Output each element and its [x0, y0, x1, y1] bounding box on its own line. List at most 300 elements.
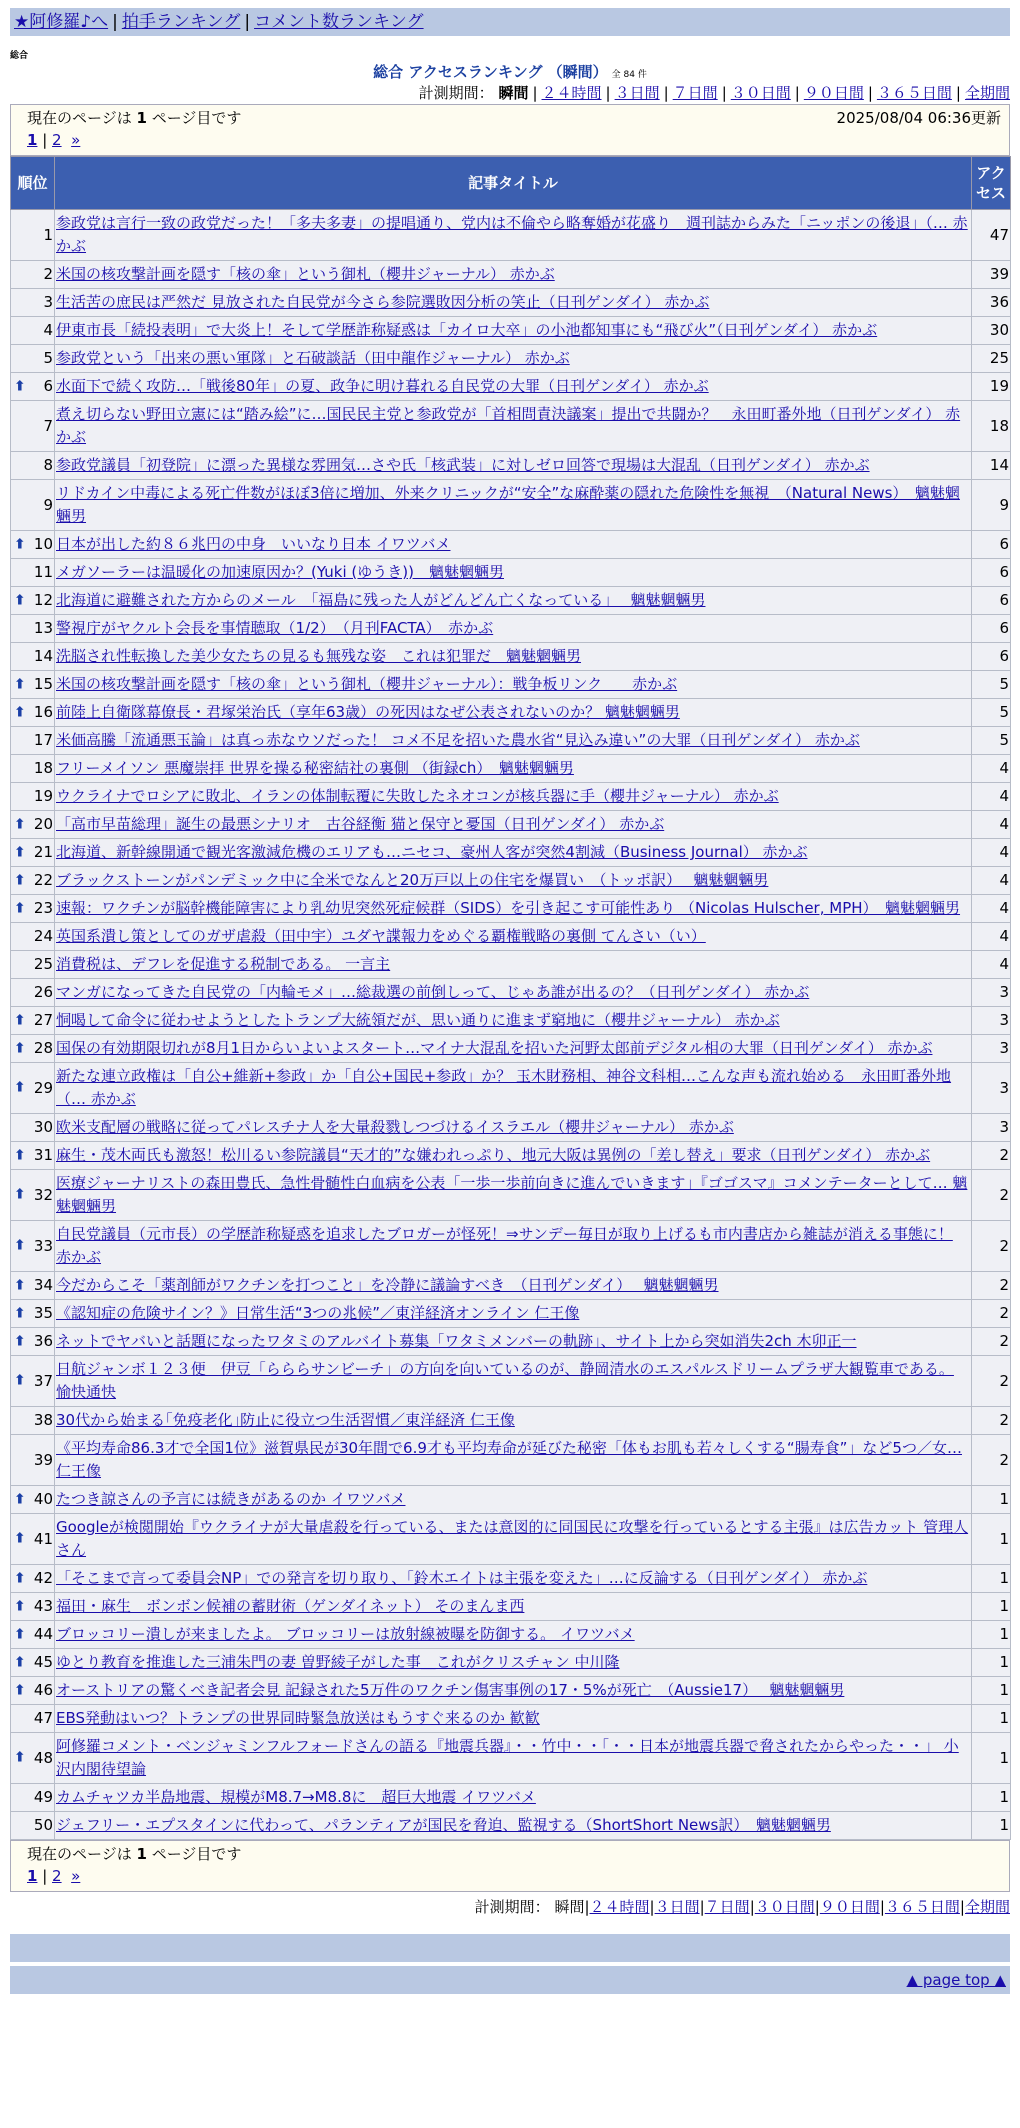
- table-row: [11, 615, 1011, 643]
- rank-cell: [11, 1063, 55, 1114]
- comment-ranking-link[interactable]: コメント数ランキング: [254, 12, 424, 32]
- rank-number: 8: [43, 456, 53, 474]
- nav-separator: |: [244, 12, 251, 32]
- table-row: [11, 1300, 1011, 1328]
- title-cell: [55, 671, 972, 699]
- rank-cell: [11, 373, 55, 401]
- rank-number: 35: [33, 1304, 53, 1322]
- period-current: 瞬間: [498, 84, 529, 102]
- period-separator: |: [663, 84, 669, 102]
- title-cell: [55, 699, 972, 727]
- rank-number: 10: [33, 535, 53, 553]
- table-row: [11, 1621, 1011, 1649]
- access-count: 1: [972, 1733, 1011, 1784]
- access-count: 3: [972, 1114, 1011, 1142]
- table-row: [11, 1784, 1011, 1812]
- title-cell: [55, 1486, 972, 1514]
- rank-up-icon: ⬆: [14, 1570, 26, 1586]
- rank-number: 12: [33, 591, 53, 609]
- rank-cell: [11, 1170, 55, 1221]
- access-count: 1: [972, 1784, 1011, 1812]
- article-link[interactable]: Googleが検閲開始『ウクライナが大量虐殺を行っている、または意図的に同国民に攻撃を行っているとする主張』は広告カット 管理人さん: [56, 1518, 969, 1559]
- rank-up-icon: ⬆: [14, 1186, 26, 1203]
- rank-number: 20: [33, 815, 53, 833]
- rank-cell: [11, 452, 55, 480]
- title-cell: [55, 1514, 972, 1565]
- rank-number: 42: [33, 1569, 53, 1587]
- access-count: 36: [972, 289, 1011, 317]
- table-row: [11, 317, 1011, 345]
- title-cell: [55, 1705, 972, 1733]
- page-top-link[interactable]: ▲ page top ▲: [906, 1971, 1006, 1989]
- article-link[interactable]: 洗脳され性転換した美少女たちの見るも無残な姿 これは犯罪だ 魑魅魍魎男: [56, 647, 582, 665]
- article-link[interactable]: ゆとり教育を推進した三浦朱門の妻 曽野綾子がした事＿これがクリスチャン 中川隆: [56, 1653, 620, 1671]
- article-link[interactable]: オーストリアの驚くべき記者会見 記録された5万件のワクチン傷害事例の17・5%が死亡 （Aussie17） 魑魅魍魎男: [56, 1681, 845, 1699]
- period-separator: |: [794, 84, 800, 102]
- table-row: [11, 480, 1011, 531]
- table-row: [11, 1593, 1011, 1621]
- access-count: 2: [972, 1170, 1011, 1221]
- rank-number: 21: [33, 843, 53, 861]
- rank-number: 45: [33, 1653, 53, 1671]
- article-link[interactable]: 英国系潰し策としてのガザ虐殺（田中宇）ユダヤ諜報力をめぐる覇権戦略の裏側 てんさい（い）: [56, 927, 706, 945]
- article-link[interactable]: 30代から始まる｢免疫老化｣防止に役立つ生活習慣／東洋経済 仁王像: [56, 1411, 515, 1429]
- access-count: 3: [972, 1035, 1011, 1063]
- article-link[interactable]: 伊東市長「続投表明」で大炎上！そして学歴詐称疑惑は「カイロ大卒」の小池都知事にも“飛び火”（日刊ゲンダイ） 赤かぶ: [56, 321, 878, 339]
- access-count: 2: [972, 1407, 1011, 1435]
- period-link-2[interactable]: ３日間: [654, 1898, 700, 1916]
- article-link[interactable]: 新たな連立政権は「自公+維新+参政」か「自公+国民+参政」か？ 玉木財務相、神谷文科相…こんな声も流れ始める 永田町番外地（… 赤かぶ: [56, 1067, 952, 1108]
- rank-cell: [11, 895, 55, 923]
- title-cell: [55, 587, 972, 615]
- rank-number: 50: [33, 1816, 53, 1834]
- page-1-link[interactable]: 1: [27, 131, 38, 149]
- title-cell: [55, 1328, 972, 1356]
- clap-ranking-link[interactable]: 拍手ランキング: [121, 12, 241, 32]
- page-info-panel-bottom: [10, 1840, 1010, 1892]
- rank-cell: [11, 1565, 55, 1593]
- rank-number: 39: [33, 1450, 53, 1469]
- rank-up-icon: ⬆: [14, 1079, 26, 1096]
- rank-number: 41: [33, 1529, 53, 1548]
- rank-cell: [11, 1514, 55, 1565]
- access-count: 19: [972, 373, 1011, 401]
- rank-number: 47: [33, 1709, 53, 1727]
- page-title: [10, 62, 1010, 82]
- home-link[interactable]: ★阿修羅♪へ: [14, 12, 109, 32]
- article-link[interactable]: 速報：ワクチンが脳幹機能障害により乳幼児突然死症候群（SIDS）を引き起こす可能性あり （Nicolas Hulscher, MPH） 魑魅魍魎男: [56, 899, 961, 917]
- period-link-2[interactable]: ３日間: [614, 84, 660, 102]
- rank-cell: [11, 1407, 55, 1435]
- rank-number: 3: [43, 293, 53, 311]
- title-cell: [55, 1221, 972, 1272]
- article-link[interactable]: 福田・麻生 ボンボン候補の蓄財術（ゲンダイネット） そのまんま西: [56, 1597, 525, 1615]
- rank-up-icon: ⬆: [14, 844, 26, 860]
- title-cell: [55, 261, 972, 289]
- period-link-7[interactable]: 全期間: [964, 1898, 1010, 1916]
- article-link[interactable]: 麻生・茂木両氏も激怒！松川るい参院議員“天才的”な嫌われっぷり、地元大阪は異例の「差し替え」要求（日刊ゲンダイ） 赤かぶ: [56, 1146, 931, 1164]
- period-separator: |: [649, 1898, 655, 1916]
- rank-cell: [11, 345, 55, 373]
- access-count: 2: [972, 1356, 1011, 1407]
- rank-number: 1: [43, 225, 53, 244]
- article-link[interactable]: 《認知症の危険サイン？》日常生活“3つの兆候”／東洋経済オンライン 仁王像: [56, 1304, 580, 1322]
- title-cell: [55, 979, 972, 1007]
- period-link-7[interactable]: 全期間: [964, 84, 1010, 102]
- period-link-6[interactable]: ３６５日間: [884, 1898, 960, 1916]
- article-link[interactable]: 参政党という「出来の悪い軍隊」と石破談話（田中龍作ジャーナル） 赤かぶ: [56, 349, 570, 367]
- rank-up-icon: ⬆: [14, 1305, 26, 1321]
- table-row: [11, 1035, 1011, 1063]
- period-separator: |: [532, 84, 538, 102]
- article-link[interactable]: カムチャツカ半島地震、規模がM8.7→M8.8に 超巨大地震 イワツバメ: [56, 1788, 536, 1806]
- period-separator: |: [959, 1898, 965, 1916]
- title-cell: [55, 1114, 972, 1142]
- table-row: [11, 1677, 1011, 1705]
- table-row: [11, 1733, 1011, 1784]
- table-row: [11, 783, 1011, 811]
- rank-number: 46: [33, 1681, 53, 1699]
- title-cell: [55, 1593, 972, 1621]
- next-page-link[interactable]: »: [71, 1867, 81, 1885]
- article-link[interactable]: 自民党議員（元市長）の学歴詐称疑惑を追求したブロガーが怪死！⇒サンデー毎日が取り上げるも市内書店から雑誌が消える事態に！ 赤かぶ: [56, 1225, 953, 1266]
- rank-number: 2: [43, 265, 53, 283]
- rank-number: 6: [43, 377, 53, 395]
- access-count: 4: [972, 811, 1011, 839]
- title-cell: [55, 1300, 972, 1328]
- period-separator: |: [605, 84, 611, 102]
- title-cell: [55, 1784, 972, 1812]
- title-cell: [55, 210, 972, 261]
- title-cell: [55, 1063, 972, 1114]
- title-cell: [55, 1170, 972, 1221]
- rank-number: 30: [33, 1118, 53, 1136]
- article-link[interactable]: ウクライナでロシアに敗北、イランの体制転覆に失敗したネオコンが核兵器に手（櫻井ジャーナル） 赤かぶ: [56, 787, 779, 805]
- article-link[interactable]: 前陸上自衛隊幕僚長・君塚栄治氏（享年63歳）の死因はなぜ公表されないのか？ 魑魅魍魎男: [56, 703, 680, 721]
- rank-number: 27: [33, 1011, 53, 1029]
- table-row: [11, 345, 1011, 373]
- article-link[interactable]: 恫喝して命令に従わせようとしたトランプ大統領だが、思い通りに進まず窮地に（櫻井ジャーナル） 赤かぶ: [56, 1011, 780, 1029]
- table-row: [11, 755, 1011, 783]
- rank-cell: [11, 587, 55, 615]
- access-count: 14: [972, 452, 1011, 480]
- article-link[interactable]: ブロッコリー潰しが来ましたよ。 ブロッコリーは放射線被曝を防御する。 イワツバメ: [56, 1625, 635, 1643]
- access-count: 1: [972, 1593, 1011, 1621]
- table-row: [11, 1063, 1011, 1114]
- rank-cell: [11, 1621, 55, 1649]
- rank-number: 36: [33, 1332, 53, 1350]
- article-link[interactable]: 生活苦の庶民は严然だ 見放された自民党が今さら参院選敗因分析の笑止（日刊ゲンダイ） 赤かぶ: [56, 293, 710, 311]
- nav-separator: |: [112, 12, 118, 32]
- access-count: 3: [972, 1063, 1011, 1114]
- article-link[interactable]: 阿修羅コメント・ベンジャミンフルフォードさんの語る『地震兵器』・・竹中・・「・・日本が地震兵器で脅されたからやった・・」 小沢内閣待望論: [56, 1737, 959, 1778]
- title-cell: [55, 615, 972, 643]
- rank-up-icon: ⬆: [14, 1333, 26, 1349]
- rank-up-icon: ⬆: [14, 1598, 26, 1614]
- article-link[interactable]: 米国の核攻撃計画を隠す「核の傘」という御札（櫻井ジャーナル） 赤かぶ: [56, 265, 555, 283]
- section-label: 総合: [10, 51, 29, 61]
- title-cell: [55, 1142, 972, 1170]
- period-separator: |: [721, 84, 727, 102]
- page-1-link[interactable]: 1: [27, 1867, 38, 1885]
- access-count: 30: [972, 317, 1011, 345]
- access-count: 2: [972, 1300, 1011, 1328]
- access-count: 6: [972, 531, 1011, 559]
- article-link[interactable]: 《平均寿命86.3才で全国1位》滋賀県民が30年間で6.9才も平均寿命が延びた秘密「体もお肌も若々しくする“腸寿食”」など5つ／女… 仁王像: [56, 1439, 962, 1480]
- rank-number: 15: [33, 675, 53, 693]
- title-cell: [55, 1007, 972, 1035]
- rank-cell: [11, 1142, 55, 1170]
- article-link[interactable]: 欧米支配層の戦略に従ってパレスチナ人を大量殺戮しつづけるイスラエル（櫻井ジャーナル） 赤かぶ: [56, 1118, 734, 1136]
- access-count: 1: [972, 1486, 1011, 1514]
- article-link[interactable]: 煮え切らない野田立憲には“踏み絵”に…国民民主党と参政党が「首相問責決議案」提出で共闘か？ 永田町番外地（日刊ゲンダイ） 赤かぶ: [56, 405, 961, 446]
- table-row: [11, 951, 1011, 979]
- rank-number: 37: [33, 1371, 53, 1390]
- article-link[interactable]: 参政党は言行一致の政党だった！「多夫多妻」の提唱通り、党内は不倫やら略奪婚が花盛り 週刊誌からみた「ニッポンの後退」（… 赤かぶ: [56, 214, 968, 255]
- rank-up-icon: ⬆: [14, 676, 26, 692]
- rank-number: 44: [33, 1625, 53, 1643]
- article-link[interactable]: リドカイン中毒による死亡件数がほぼ3倍に増加、外来クリニックが“安全”な麻酔薬の隠れた危険性を無視 （Natural News） 魑魅魍魎男: [56, 484, 960, 525]
- period-separator: |: [879, 1898, 885, 1916]
- rank-up-icon: ⬆: [14, 592, 26, 608]
- page-2-link[interactable]: 2: [52, 1867, 62, 1885]
- article-link[interactable]: 消費税は、デフレを促進する税制である。 一言主: [56, 955, 391, 973]
- access-count: 5: [972, 671, 1011, 699]
- rank-number: 11: [33, 563, 53, 581]
- rank-up-icon: ⬆: [14, 1012, 26, 1028]
- rank-number: 22: [33, 871, 53, 889]
- access-count: 4: [972, 951, 1011, 979]
- table-row: [11, 1221, 1011, 1272]
- article-link[interactable]: フリーメイソン 悪魔崇拝 世界を操る秘密結社の裏側 （街録ch） 魑魅魍魎男: [56, 759, 574, 777]
- rank-cell: [11, 615, 55, 643]
- period-link-4[interactable]: ３０日間: [730, 84, 791, 102]
- title-cell: [55, 1435, 972, 1486]
- title-cell: [55, 1649, 972, 1677]
- access-count: 4: [972, 839, 1011, 867]
- article-link[interactable]: たつき諒さんの予言には続きがあるのか イワツバメ: [56, 1490, 406, 1508]
- period-link-1[interactable]: ２４時間: [589, 1898, 650, 1916]
- article-link[interactable]: 今だからこそ「薬剤師がワクチンを打つこと」を冷静に議論すべき （日刊ゲンダイ） 魑魅魍魎男: [56, 1276, 719, 1294]
- title-cell: [55, 345, 972, 373]
- table-row: [11, 643, 1011, 671]
- rank-up-icon: ⬆: [14, 1749, 26, 1766]
- rank-cell: [11, 1649, 55, 1677]
- period-link-3[interactable]: ７日間: [672, 84, 718, 102]
- rank-number: 43: [33, 1597, 53, 1615]
- rank-number: 23: [33, 899, 53, 917]
- table-row: [11, 1114, 1011, 1142]
- title-cell: [55, 867, 972, 895]
- current-page-text: 現在のページは 1 ページ目です: [27, 1845, 242, 1863]
- article-link[interactable]: 「高市早苗総理」誕生の最悪シナリオ 古谷経衡 猫と保守と憂国（日刊ゲンダイ） 赤かぶ: [56, 815, 665, 833]
- top-nav: [10, 8, 1010, 36]
- access-count: 6: [972, 615, 1011, 643]
- rank-number: 5: [43, 349, 53, 367]
- page-top-bar: [10, 1966, 1010, 1994]
- access-count: 2: [972, 1435, 1011, 1486]
- table-row: [11, 452, 1011, 480]
- rank-up-icon: ⬆: [14, 1682, 26, 1698]
- rank-cell: [11, 1272, 55, 1300]
- rank-cell: [11, 811, 55, 839]
- title-cell: [55, 373, 972, 401]
- rank-up-icon: ⬆: [14, 378, 26, 394]
- access-count: 6: [972, 587, 1011, 615]
- article-link[interactable]: 日航ジャンボ１２３便 伊豆「らららサンビーチ」の方向を向いているのが、静岡清水のエスパルスドリームプラザ大観覧車である。 愉快通快: [56, 1360, 954, 1401]
- period-selector-top: [10, 82, 1010, 104]
- table-row: [11, 1407, 1011, 1435]
- table-row: [11, 1007, 1011, 1035]
- rank-cell: [11, 1300, 55, 1328]
- title-cell: [55, 1733, 972, 1784]
- period-link-6[interactable]: ３６５日間: [876, 84, 952, 102]
- title-cell: [55, 1407, 972, 1435]
- access-count: 39: [972, 261, 1011, 289]
- article-link[interactable]: ネットでヤバいと話題になったワタミのアルバイト募集「ワタミメンバーの軌跡」、サイト上から突如消失2ch 木卯正一: [56, 1332, 857, 1350]
- article-link[interactable]: 米価高騰「流通悪玉論」は真っ赤なウソだった！ コメ不足を招いた農水省“見込み違い”の大罪（日刊ゲンダイ） 赤かぶ: [56, 731, 860, 749]
- page-2-link[interactable]: 2: [52, 131, 62, 149]
- rank-number: 26: [33, 983, 53, 1001]
- rank-cell: [11, 1114, 55, 1142]
- article-link[interactable]: 北海道に避難された方からのメール 「福島に残った人がどんどん亡くなっている」 魑魅魍魎男: [56, 591, 706, 609]
- title-cell: [55, 401, 972, 452]
- table-row: [11, 373, 1011, 401]
- rank-cell: [11, 1593, 55, 1621]
- article-link[interactable]: 米国の核攻撃計画を隠す「核の傘」という御札（櫻井ジャーナル）：戦争板リンク 赤かぶ: [56, 675, 678, 693]
- rank-cell: [11, 783, 55, 811]
- rank-number: 18: [33, 759, 53, 777]
- table-row: [11, 867, 1011, 895]
- table-row: [11, 727, 1011, 755]
- table-row: [11, 671, 1011, 699]
- rank-number: 17: [33, 731, 53, 749]
- table-header-row: [11, 157, 1011, 210]
- title-cell: [55, 923, 972, 951]
- rank-cell: [11, 289, 55, 317]
- title-cell: [55, 1035, 972, 1063]
- title-cell: [55, 783, 972, 811]
- rank-up-icon: ⬆: [14, 1654, 26, 1670]
- current-page-text: 現在のページは 1 ページ目です: [27, 109, 242, 127]
- rank-up-icon: ⬆: [14, 536, 26, 552]
- rank-number: 24: [33, 927, 53, 945]
- access-count: 2: [972, 1142, 1011, 1170]
- period-separator: |: [749, 1898, 755, 1916]
- rank-cell: [11, 727, 55, 755]
- table-row: [11, 1705, 1011, 1733]
- rank-cell: [11, 923, 55, 951]
- title-header: 記事タイトル: [55, 157, 972, 210]
- title-cell: [55, 895, 972, 923]
- period-link-5[interactable]: ９０日間: [819, 1898, 880, 1916]
- article-link[interactable]: マンガになってきた自民党の「内輪モメ」…総裁選の前倒しって、じゃあ誰が出るの？（日刊ゲンダイ） 赤かぶ: [56, 983, 810, 1001]
- rank-up-icon: ⬆: [14, 1147, 26, 1163]
- rank-cell: [11, 1486, 55, 1514]
- title-cell: [55, 951, 972, 979]
- table-row: [11, 210, 1011, 261]
- ranking-table: [10, 156, 1011, 1840]
- title-cell: [55, 1677, 972, 1705]
- article-link[interactable]: 北海道、新幹線開通で観光客激減危機のエリアも…ニセコ、豪州人客が突然4割減（Business Journal） 赤かぶ: [56, 843, 808, 861]
- article-link[interactable]: EBS発動はいつ？トランプの世界同時緊急放送はもうすぐ来るのか 歓歓: [56, 1709, 540, 1727]
- rank-cell: [11, 401, 55, 452]
- article-link[interactable]: ジェフリー・エプスタインに代わって、パランティアが国民を脅迫、監視する（ShortShort News訳） 魑魅魍魎男: [56, 1816, 831, 1834]
- table-row: [11, 1142, 1011, 1170]
- rank-cell: [11, 480, 55, 531]
- table-row: [11, 531, 1011, 559]
- period-label: 計測期間：: [418, 84, 499, 102]
- rank-cell: [11, 210, 55, 261]
- page-title-text: 総合 アクセスランキング （瞬間）: [373, 63, 608, 81]
- rank-up-icon: ⬆: [14, 1491, 26, 1507]
- updated-timestamp: 2025/08/04 06:36更新: [836, 109, 1001, 127]
- rank-up-icon: ⬆: [14, 900, 26, 916]
- article-link[interactable]: メガソーラーは温暖化の加速原因か？(Yuki (ゆうき)) 魑魅魍魎男: [56, 563, 504, 581]
- article-link[interactable]: 日本が出した約８６兆円の中身 いいなり日本 イワツバメ: [56, 535, 451, 553]
- rank-cell: [11, 699, 55, 727]
- title-cell: [55, 727, 972, 755]
- title-cell: [55, 452, 972, 480]
- access-count: 5: [972, 699, 1011, 727]
- table-row: [11, 1812, 1011, 1840]
- title-cell: [55, 839, 972, 867]
- table-row: [11, 979, 1011, 1007]
- rank-number: 28: [33, 1039, 53, 1057]
- rank-number: 48: [33, 1748, 53, 1767]
- access-count: 2: [972, 1272, 1011, 1300]
- access-count: 9: [972, 480, 1011, 531]
- article-link[interactable]: 「そこまで言って委員会NP」での発言を切り取り、「鈴木エイトは主張を変えた」…に反論する（日刊ゲンダイ） 赤かぶ: [56, 1569, 868, 1587]
- rank-cell: [11, 261, 55, 289]
- article-link[interactable]: ブラックストーンがパンデミック中に全米でなんと20万戸以上の住宅を爆買い （トッポ訳） 魑魅魍魎男: [56, 871, 769, 889]
- table-row: [11, 559, 1011, 587]
- rank-cell: [11, 559, 55, 587]
- rank-number: 29: [33, 1078, 53, 1097]
- next-page-link[interactable]: »: [71, 131, 81, 149]
- rank-cell: [11, 1784, 55, 1812]
- article-link[interactable]: 水面下で続く攻防…「戦後80年」の夏、政争に明け暮れる自民党の大罪（日刊ゲンダイ） 赤かぶ: [56, 377, 709, 395]
- access-header: アクセス: [972, 157, 1011, 210]
- rank-up-icon: ⬆: [14, 1040, 26, 1056]
- period-link-5[interactable]: ９０日間: [803, 84, 864, 102]
- period-link-3[interactable]: ７日間: [704, 1898, 750, 1916]
- rank-cell: [11, 1356, 55, 1407]
- rank-cell: [11, 1733, 55, 1784]
- rank-cell: [11, 1705, 55, 1733]
- article-link[interactable]: 参政党議員「初登院」に漂った異様な雰囲気…さや氏「核武装」に対しゼロ回答で現場は大混乱（日刊ゲンダイ） 赤かぶ: [56, 456, 870, 474]
- access-count: 4: [972, 867, 1011, 895]
- table-row: [11, 895, 1011, 923]
- article-link[interactable]: 国保の有効期限切れが8月1日からいよいよスタート…マイナ大混乱を招いた河野太郎前デジタル相の大罪（日刊ゲンダイ） 赤かぶ: [56, 1039, 933, 1057]
- title-cell: [55, 531, 972, 559]
- total-count: 全 84 件: [611, 70, 647, 80]
- rank-up-icon: ⬆: [14, 816, 26, 832]
- rank-number: 4: [43, 321, 53, 339]
- table-row: [11, 289, 1011, 317]
- access-count: 4: [972, 895, 1011, 923]
- rank-up-icon: ⬆: [14, 872, 26, 888]
- rank-number: 7: [43, 416, 53, 435]
- table-row: [11, 699, 1011, 727]
- access-count: 4: [972, 755, 1011, 783]
- period-link-1[interactable]: ２４時間: [541, 84, 602, 102]
- rank-up-icon: ⬆: [14, 1277, 26, 1293]
- period-link-4[interactable]: ３０日間: [754, 1898, 815, 1916]
- article-link[interactable]: 医療ジャーナリストの森田豊氏、急性骨髄性白血病を公表「一歩一歩前向きに進んでいきます」『ゴゴスマ』コメンテーターとして… 魑魅魍魎男: [56, 1174, 968, 1215]
- rank-cell: [11, 671, 55, 699]
- article-link[interactable]: 警視庁がヤクルト会長を事情聴取（1/2） （月刊FACTA） 赤かぶ: [56, 619, 494, 637]
